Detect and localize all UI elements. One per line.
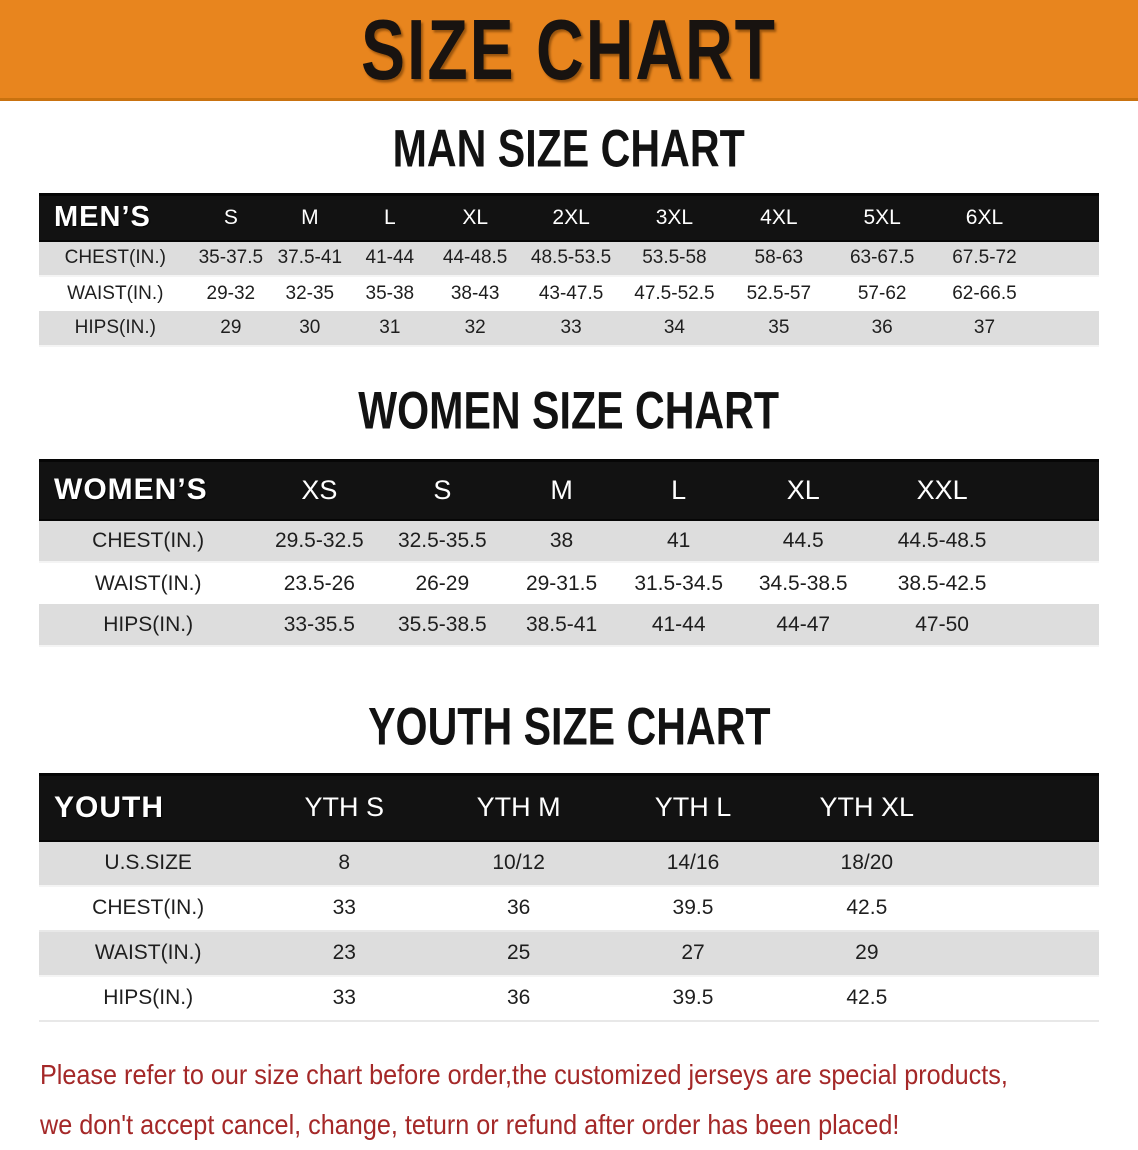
cell-filler: [954, 886, 1099, 931]
youth-size-table: [39, 773, 1099, 1022]
col-header: L: [350, 195, 431, 241]
cell: 62-66.5: [934, 276, 1036, 311]
row-label: HIPS(IN.): [39, 604, 257, 646]
cell: 10/12: [431, 841, 606, 886]
table-row: [39, 311, 1099, 346]
cell: 44.5: [738, 520, 869, 562]
cell: 23: [257, 931, 431, 976]
cell: 42.5: [780, 976, 954, 1021]
cell: 26-29: [381, 562, 503, 604]
women-header-label: WOMEN’S: [39, 460, 257, 520]
cell: 18/20: [780, 841, 954, 886]
col-header: M: [503, 460, 620, 520]
cell: 31.5-34.5: [620, 562, 738, 604]
table-row: [39, 276, 1099, 311]
cell-filler: [1035, 311, 1099, 346]
cell: 32-35: [270, 276, 350, 311]
women-section-heading-text: WOMEN SIZE CHART: [358, 380, 780, 440]
col-header: XL: [430, 195, 520, 241]
col-header: S: [192, 195, 270, 241]
row-label: CHEST(IN.): [39, 241, 192, 276]
col-header: 4XL: [727, 195, 831, 241]
col-header: XS: [257, 460, 381, 520]
col-header-filler: [1035, 195, 1099, 241]
cell: 41-44: [350, 241, 431, 276]
cell: 53.5-58: [622, 241, 727, 276]
table-row: [39, 841, 1099, 886]
cell: 14/16: [606, 841, 780, 886]
table-row: [39, 520, 1099, 562]
cell: 35-37.5: [192, 241, 270, 276]
cell: 35-38: [350, 276, 431, 311]
cell: 32: [430, 311, 520, 346]
col-header: M: [270, 195, 350, 241]
cell-filler: [954, 841, 1099, 886]
cell: 32.5-35.5: [381, 520, 503, 562]
cell: 52.5-57: [727, 276, 831, 311]
cell: 42.5: [780, 886, 954, 931]
col-header: XL: [738, 460, 869, 520]
cell: 33: [257, 976, 431, 1021]
order-policy-note: [0, 1050, 1138, 1150]
men-header-row: [39, 195, 1099, 241]
cell: 37: [934, 311, 1036, 346]
cell: 31: [350, 311, 431, 346]
cell: 34: [622, 311, 727, 346]
table-row: [39, 886, 1099, 931]
women-header-row: [39, 460, 1099, 520]
man-section-heading-text: MAN SIZE CHART: [392, 119, 746, 178]
men-size-table: [39, 193, 1099, 347]
cell: 29.5-32.5: [257, 520, 381, 562]
cell: 39.5: [606, 886, 780, 931]
cell: 39.5: [606, 976, 780, 1021]
col-header: 5XL: [831, 195, 934, 241]
cell-filler: [954, 976, 1099, 1021]
table-row: [39, 604, 1099, 646]
col-header: YTH XL: [780, 775, 954, 841]
row-label: WAIST(IN.): [39, 562, 257, 604]
row-label: U.S.SIZE: [39, 841, 257, 886]
cell: 38: [503, 520, 620, 562]
col-header-filler: [954, 775, 1099, 841]
cell-filler: [1035, 241, 1099, 276]
col-header: XXL: [869, 460, 1015, 520]
col-header: 3XL: [622, 195, 727, 241]
cell: 29: [192, 311, 270, 346]
women-size-table: [39, 459, 1099, 648]
cell: 29-32: [192, 276, 270, 311]
row-label: CHEST(IN.): [39, 886, 257, 931]
cell: 36: [431, 886, 606, 931]
cell: 8: [257, 841, 431, 886]
youth-header-row: [39, 775, 1099, 841]
table-row: [39, 931, 1099, 976]
cell: 36: [831, 311, 934, 346]
cell-filler: [1035, 276, 1099, 311]
cell: 38.5-41: [503, 604, 620, 646]
col-header: L: [620, 460, 738, 520]
cell: 38-43: [430, 276, 520, 311]
cell: 47.5-52.5: [622, 276, 727, 311]
cell: 29-31.5: [503, 562, 620, 604]
row-label: CHEST(IN.): [39, 520, 257, 562]
cell: 29: [780, 931, 954, 976]
cell: 47-50: [869, 604, 1015, 646]
cell: 44.5-48.5: [869, 520, 1015, 562]
cell: 41-44: [620, 604, 738, 646]
cell: 33: [520, 311, 622, 346]
cell-filler: [1015, 604, 1099, 646]
cell: 44-47: [738, 604, 869, 646]
col-header: YTH S: [257, 775, 431, 841]
cell: 38.5-42.5: [869, 562, 1015, 604]
cell: 48.5-53.5: [520, 241, 622, 276]
col-header: YTH L: [606, 775, 780, 841]
order-policy-line-1: Please refer to our size chart before order,the customized jerseys are special products,: [40, 1058, 1008, 1090]
row-label: HIPS(IN.): [39, 311, 192, 346]
cell: 41: [620, 520, 738, 562]
cell: 35: [727, 311, 831, 346]
cell: 30: [270, 311, 350, 346]
table-row: [39, 241, 1099, 276]
youth-section-heading-text: YOUTH SIZE CHART: [367, 697, 771, 756]
cell-filler: [954, 931, 1099, 976]
banner-title: SIZE CHART: [361, 0, 777, 98]
cell: 63-67.5: [831, 241, 934, 276]
women-section-heading: [0, 380, 1138, 440]
youth-section-heading: [0, 697, 1138, 756]
cell: 23.5-26: [257, 562, 381, 604]
col-header: YTH M: [431, 775, 606, 841]
order-policy-line-2: we don't accept cancel, change, teturn or refund after order has been placed!: [40, 1108, 900, 1140]
row-label: WAIST(IN.): [39, 931, 257, 976]
cell: 33-35.5: [257, 604, 381, 646]
col-header: 2XL: [520, 195, 622, 241]
cell: 43-47.5: [520, 276, 622, 311]
cell: 33: [257, 886, 431, 931]
table-row: [39, 976, 1099, 1021]
col-header-filler: [1015, 460, 1099, 520]
men-header-label: MEN’S: [39, 195, 192, 241]
cell: 36: [431, 976, 606, 1021]
cell: 57-62: [831, 276, 934, 311]
cell: 44-48.5: [430, 241, 520, 276]
banner: [0, 0, 1138, 101]
cell-filler: [1015, 520, 1099, 562]
col-header: 6XL: [934, 195, 1036, 241]
cell: 35.5-38.5: [381, 604, 503, 646]
cell: 34.5-38.5: [738, 562, 869, 604]
man-section-heading: [0, 119, 1138, 178]
row-label: HIPS(IN.): [39, 976, 257, 1021]
cell-filler: [1015, 562, 1099, 604]
youth-header-label: YOUTH: [39, 775, 257, 841]
col-header: S: [381, 460, 503, 520]
cell: 25: [431, 931, 606, 976]
cell: 37.5-41: [270, 241, 350, 276]
cell: 58-63: [727, 241, 831, 276]
row-label: WAIST(IN.): [39, 276, 192, 311]
cell: 27: [606, 931, 780, 976]
table-row: [39, 562, 1099, 604]
cell: 67.5-72: [934, 241, 1036, 276]
